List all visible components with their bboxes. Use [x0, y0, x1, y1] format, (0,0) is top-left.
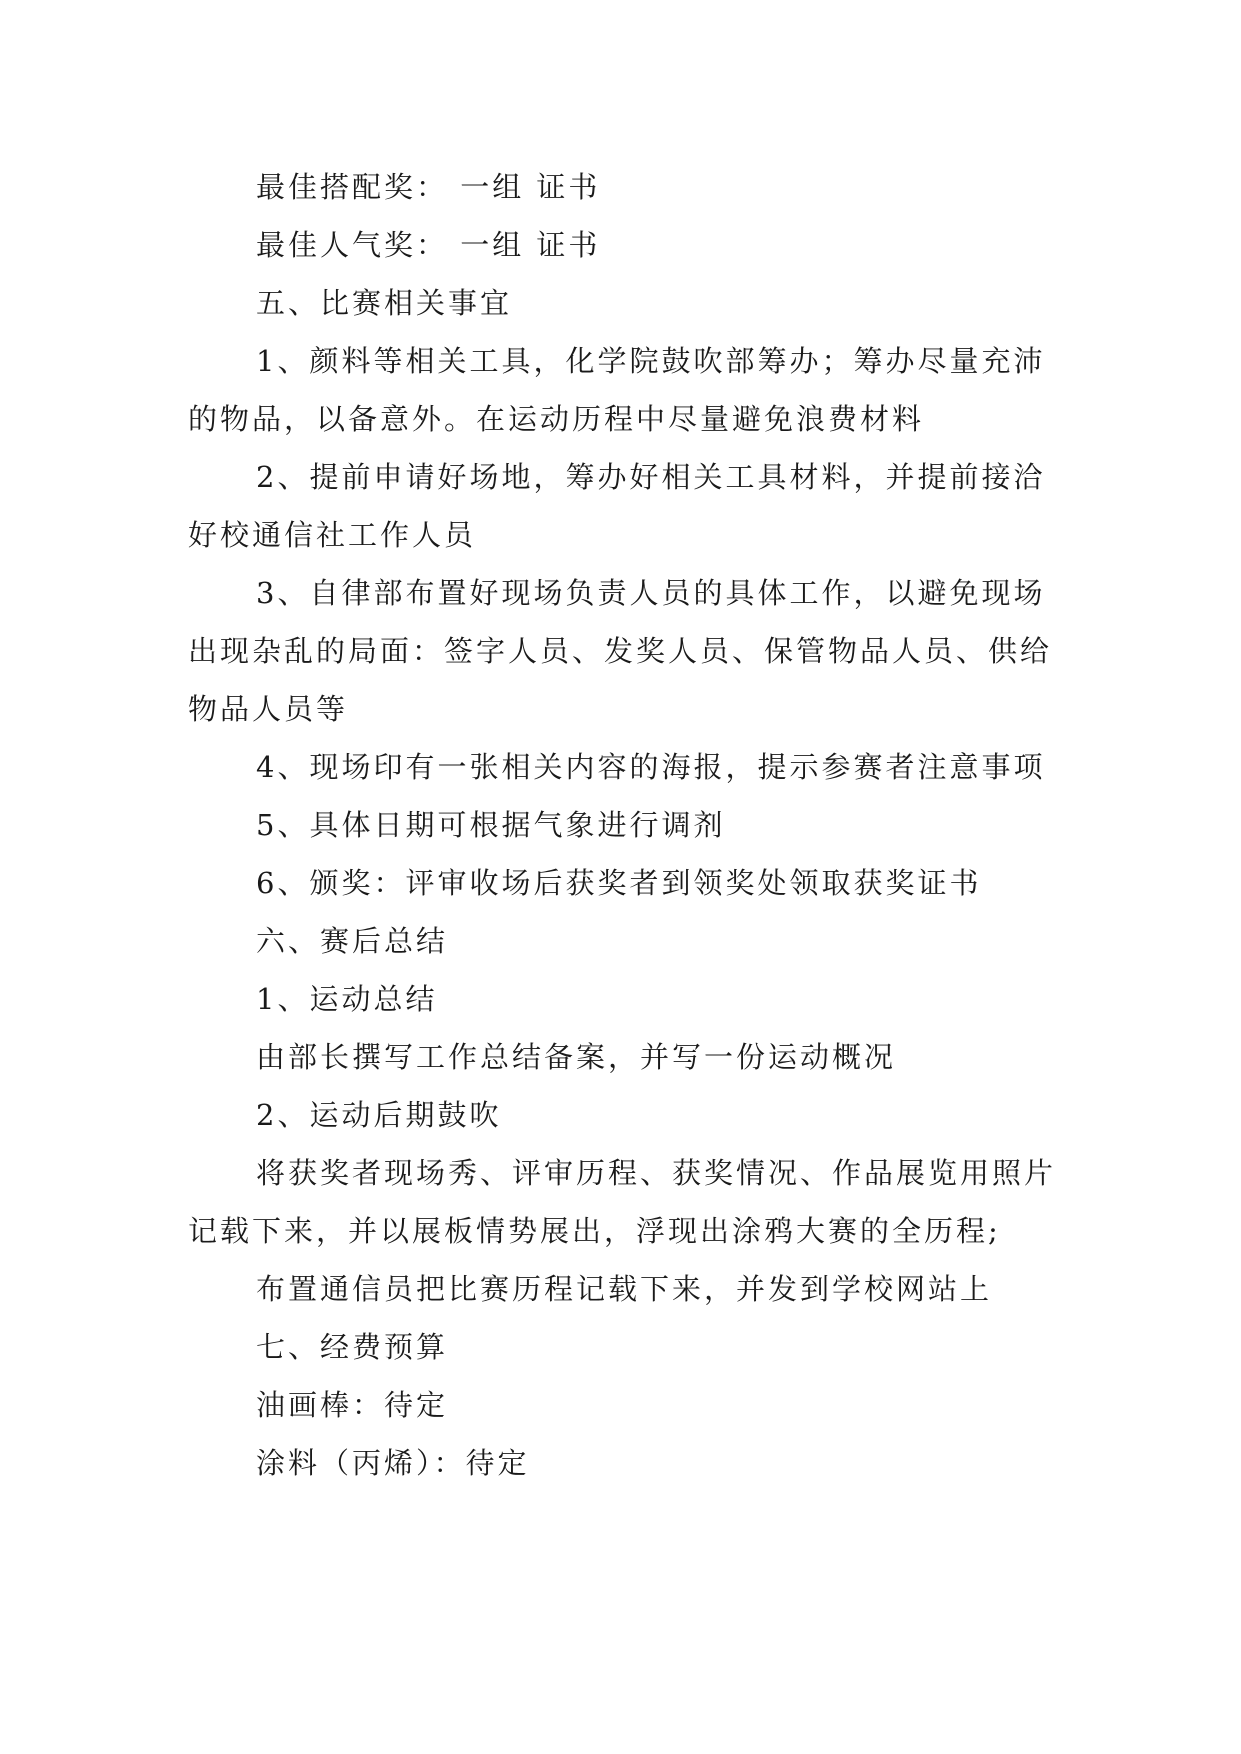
- award-best-popularity: 最佳人气奖： 一组 证书: [256, 228, 601, 262]
- list-item: 2、提前申请好场地，筹办好相关工具材料，并提前接洽好校通信社工作人员: [188, 460, 1046, 552]
- list-item: 2、运动后期鼓吹: [256, 1098, 502, 1132]
- paragraph: 由部长撰写工作总结备案，并写一份运动概况: [256, 1040, 897, 1074]
- paragraph: 将获奖者现场秀、评审历程、获奖情况、作品展览用照片记载下来，并以展板情势展出，浮现出涂鸦大赛的全历程;: [188, 1156, 1057, 1248]
- section-heading-7: 七、经费预算: [256, 1330, 449, 1364]
- budget-item-oil-pastel: 油画棒：待定: [256, 1388, 449, 1422]
- list-item: 5、具体日期可根据气象进行调剂: [256, 808, 726, 842]
- award-best-match: 最佳搭配奖： 一组 证书: [256, 170, 601, 204]
- paragraph: 布置通信员把比赛历程记载下来，并发到学校网站上: [256, 1272, 993, 1306]
- budget-item-paint: 涂料（丙烯）：待定: [256, 1446, 530, 1480]
- list-item: 4、现场印有一张相关内容的海报，提示参赛者注意事项: [256, 750, 1046, 784]
- section-heading-5: 五、比赛相关事宜: [256, 286, 513, 320]
- section-heading-6: 六、赛后总结: [256, 924, 449, 958]
- list-item: 6、颁奖：评审收场后获奖者到领奖处领取获奖证书: [256, 866, 982, 900]
- list-item: 3、自律部布置好现场负责人员的具体工作，以避免现场出现杂乱的局面：签字人员、发奖人员、保管物品人员、供给物品人员等: [188, 576, 1053, 726]
- document-body: [188, 158, 1068, 1492]
- list-item: 1、运动总结: [256, 982, 438, 1016]
- list-item: 1、颜料等相关工具，化学院鼓吹部筹办；筹办尽量充沛的物品，以备意外。在运动历程中尽量避免浪费材料: [188, 344, 1046, 436]
